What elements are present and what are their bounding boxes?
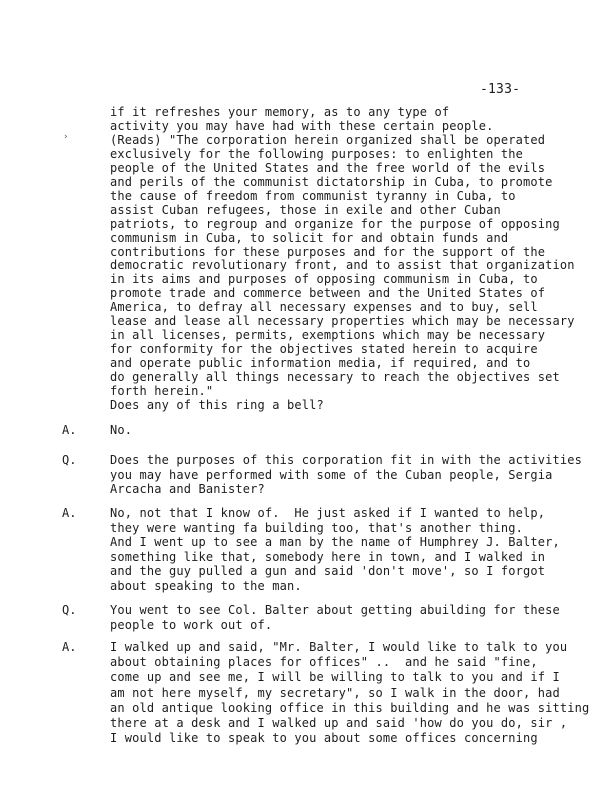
transcript-line: No, not that I know of. He just asked if I wanted to help, bbox=[110, 506, 546, 520]
transcript-line: and perils of the communist dictatorship in Cuba, to promote bbox=[110, 174, 553, 189]
transcript-line: (Reads) "The corporation herein organized shall be operated bbox=[110, 132, 546, 147]
transcript-line: You went to see Col. Balter about getting abuilding for these bbox=[110, 603, 560, 617]
transcript-line: exclusively for the following purposes: to enlighten the bbox=[110, 146, 523, 161]
transcript-line: forth herein." bbox=[110, 384, 214, 398]
transcript-line: No. bbox=[110, 423, 133, 437]
transcript-line: Arcacha and Banister? bbox=[110, 482, 265, 496]
transcript-line: you may have performed with some of the Cuban people, Sergia bbox=[110, 467, 553, 482]
transcript-line: they were wanting fa building too, that's another thing. bbox=[110, 520, 523, 535]
transcript-line: Does any of this ring a bell? bbox=[110, 397, 324, 412]
transcript-line: something like that, somebody here in town, and I walked in bbox=[110, 549, 546, 564]
transcript-line: communism in Cuba, to solicit for and obtain funds and bbox=[110, 230, 509, 245]
margin-mark: › bbox=[63, 132, 69, 142]
transcript-line: about speaking to the man. bbox=[110, 579, 302, 593]
transcript-line: contributions for these purposes and for the support of the bbox=[110, 244, 546, 259]
speaker-label: A. bbox=[62, 640, 77, 654]
transcript-line: people to work out of. bbox=[110, 617, 273, 632]
speaker-label: Q. bbox=[62, 453, 77, 467]
transcript-line: promote trade and commerce between and the United States of bbox=[110, 286, 546, 301]
transcript-line: the cause of freedom from communist tyranny in Cuba, to bbox=[110, 188, 516, 203]
transcript-line: America, to defray all necessary expenses and to buy, sell bbox=[110, 300, 538, 315]
transcript-line: and operate public information media, if required, and to bbox=[110, 356, 531, 371]
transcript-line: assist Cuban refugees, those in exile and other Cuban bbox=[110, 202, 501, 217]
transcript-line: people of the United States and the free world of the evils bbox=[110, 160, 546, 175]
transcript-line: lease and lease all necessary properties which may be necessary bbox=[110, 314, 575, 329]
speaker-label: Q. bbox=[62, 603, 77, 617]
transcript-line: And I went up to see a man by the name of Humphrey J. Balter, bbox=[110, 535, 560, 550]
transcript-line: in its aims and purposes of opposing communism in Cuba, to bbox=[110, 272, 538, 287]
transcript-line: for conformity for the objectives stated herein to acquire bbox=[110, 342, 538, 357]
transcript-line: and the guy pulled a gun and said 'don't move', so I forgot bbox=[110, 564, 546, 579]
transcript-line: Does the purposes of this corporation fit in with the activities bbox=[110, 453, 582, 467]
page-number: -133- bbox=[480, 82, 521, 97]
transcript-line: patriots, to regroup and organize for the purpose of opposing bbox=[110, 216, 560, 231]
transcript-line: in all licenses, permits, exemptions which may be necessary bbox=[110, 328, 546, 343]
transcript-line: activity you may have had with these certain people. bbox=[110, 119, 494, 133]
transcript-line: am not here myself, my secretary", so I walk in the door, had bbox=[110, 685, 560, 700]
transcript-line: there at a desk and I walked up and said 'how do you do, sir , bbox=[110, 716, 568, 730]
transcript-line: an old antique looking office in this building and he was sitting bbox=[110, 700, 590, 715]
transcript-line: I walked up and said, "Mr. Balter, I would like to talk to you bbox=[110, 640, 568, 654]
transcript-line: I would like to speak to you about some offices concerning bbox=[110, 731, 538, 746]
speaker-label: A. bbox=[62, 506, 77, 520]
transcript-line: do generally all things necessary to reach the objectives set bbox=[110, 370, 560, 385]
transcript-line: if it refreshes your memory, as to any type of bbox=[110, 105, 450, 119]
speaker-label: A. bbox=[62, 423, 77, 437]
transcript-line: democratic revolutionary front, and to assist that organization bbox=[110, 258, 575, 273]
transcript-line: come up and see me, I will be willing to talk to you and if I bbox=[110, 670, 560, 685]
transcript-line: about obtaining places for offices" .. and he said "fine, bbox=[110, 655, 538, 670]
